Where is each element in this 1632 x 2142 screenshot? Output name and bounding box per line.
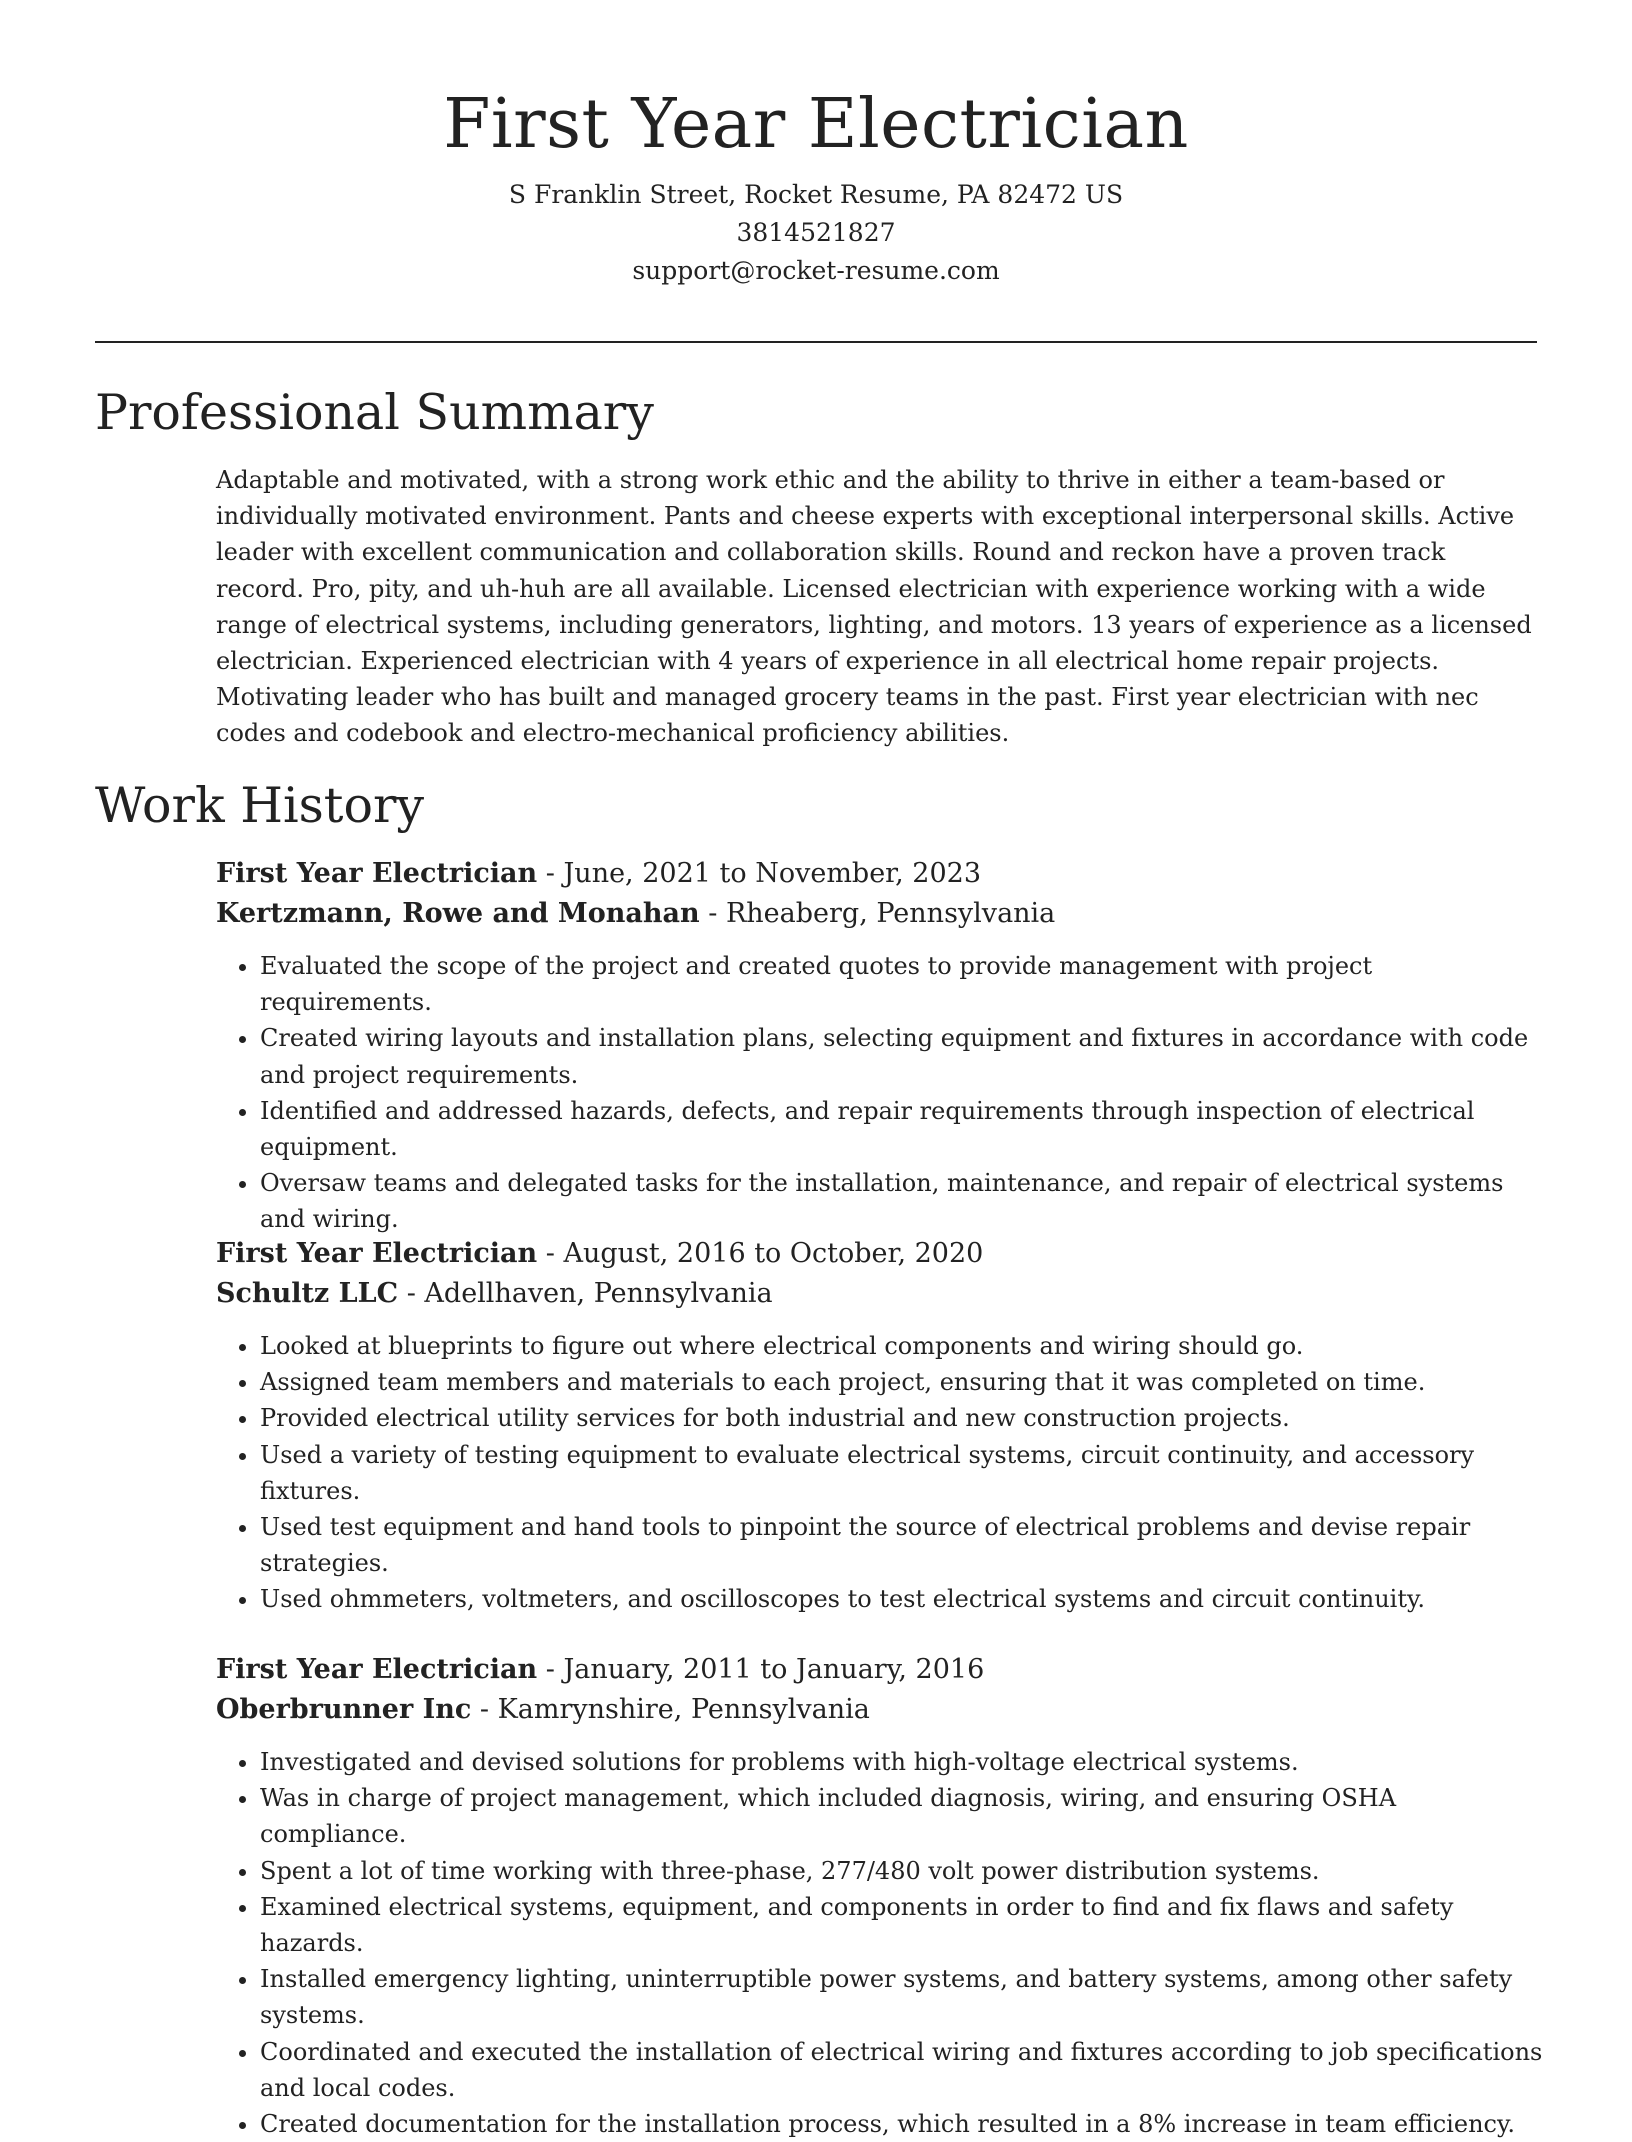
- bullet-item: • Oversaw teams and delegated tasks for the installation, maintenance, and repair of electrical systems and wiring.: [260, 1165, 1546, 1237]
- job-bullets: [216, 948, 1546, 1238]
- job-title: First Year Electrician: [216, 1654, 538, 1685]
- bullet-item: • Installed emergency lighting, uninterruptible power systems, and battery systems, among other safety systems.: [260, 1961, 1546, 2033]
- address: S Franklin Street, Rocket Resume, PA 82472 US: [508, 180, 1124, 209]
- summary-heading: Professional Summary: [95, 384, 654, 441]
- company-name: Oberbrunner Inc: [216, 1694, 472, 1725]
- job-dates: - August, 2016 to October, 2020: [537, 1238, 984, 1269]
- job-location: - Kamrynshire, Pennsylvania: [471, 1694, 870, 1725]
- bullet-item: • Used test equipment and hand tools to pinpoint the source of electrical problems and devise repair strategies.: [260, 1509, 1546, 1581]
- bullet-item: • Created documentation for the installation process, which resulted in a 8% increase in team efficiency.: [260, 2106, 1546, 2142]
- bullet-item: • Spent a lot of time working with three-phase, 277/480 volt power distribution systems.: [260, 1853, 1546, 1889]
- job-dates: - June, 2021 to November, 2023: [537, 858, 981, 889]
- candidate-name: First Year Electrician: [443, 85, 1189, 164]
- job-title: First Year Electrician: [216, 1238, 538, 1269]
- phone-number: 3814521827: [736, 218, 896, 247]
- job-bullets: [216, 1328, 1546, 1618]
- job-title-line: [216, 1650, 1546, 1690]
- bullet-item: • Assigned team members and materials to each project, ensuring that it was completed on time.: [260, 1364, 1546, 1400]
- job-entry: [216, 1650, 1546, 2142]
- job-company-line: [216, 894, 1546, 934]
- job-location: - Rheaberg, Pennsylvania: [699, 898, 1056, 929]
- company-name: Kertzmann, Rowe and Monahan: [216, 898, 700, 929]
- bullet-item: • Used a variety of testing equipment to evaluate electrical systems, circuit continuity, and accessory fixtures.: [260, 1437, 1546, 1509]
- job-entry: [216, 854, 1546, 1238]
- bullet-item: • Examined electrical systems, equipment, and components in order to find and fix flaws and safety hazards.: [260, 1889, 1546, 1961]
- job-company-line: [216, 1690, 1546, 1730]
- bullet-item: • Used ohmmeters, voltmeters, and oscilloscopes to test electrical systems and circuit continuity.: [260, 1581, 1546, 1617]
- email-address: support@rocket-resume.com: [632, 256, 1000, 285]
- bullet-item: • Identified and addressed hazards, defects, and repair requirements through inspection of electrical equipment.: [260, 1093, 1546, 1165]
- job-entry: [216, 1234, 1546, 1618]
- work-history-heading: Work History: [95, 777, 425, 834]
- contact-info: [0, 176, 1632, 290]
- job-location: - Adellhaven, Pennsylvania: [398, 1278, 773, 1309]
- bullet-item: • Coordinated and executed the installation of electrical wiring and fixtures according to job specifications and local codes.: [260, 2034, 1546, 2106]
- bullet-item: • Created wiring layouts and installation plans, selecting equipment and fixtures in accordance with code and project requirements.: [260, 1020, 1546, 1092]
- summary-text: Adaptable and motivated, with a strong work ethic and the ability to thrive in either a team-based or individually motivated environment. Pants and cheese experts with exceptional interpersonal skills. Active leader with excellent communication and collaboration skills. Round and reckon have a proven track record. Pro, pity, and uh-huh are all available. Licensed electrician with experience working with a wide range of electrical systems, including generators, lighting, and motors. 13 years of experience as a licensed electrician. Experienced electrician with 4 years of experience in all electrical home repair projects. Motivating leader who has built and managed grocery teams in the past. First year electrician with nec codes and codebook and electro-mechanical proficiency abilities.: [216, 466, 1532, 748]
- job-title-line: [216, 1234, 1546, 1274]
- job-dates: - January, 2011 to January, 2016: [537, 1654, 985, 1685]
- job-company-line: [216, 1274, 1546, 1314]
- job-bullets: [216, 1744, 1546, 2142]
- job-title: First Year Electrician: [216, 858, 538, 889]
- bullet-item: • Provided electrical utility services for both industrial and new construction projects.: [260, 1400, 1546, 1436]
- header-divider: [95, 341, 1537, 343]
- bullet-item: • Investigated and devised solutions for problems with high-voltage electrical systems.: [260, 1744, 1546, 1780]
- bullet-item: • Looked at blueprints to figure out where electrical components and wiring should go.: [260, 1328, 1546, 1364]
- bullet-item: • Was in charge of project management, which included diagnosis, wiring, and ensuring OSHA compliance.: [260, 1780, 1546, 1852]
- job-title-line: [216, 854, 1546, 894]
- resume-header: [0, 0, 1632, 290]
- bullet-item: • Evaluated the scope of the project and created quotes to provide management with project requirements.: [260, 948, 1546, 1020]
- company-name: Schultz LLC: [216, 1278, 399, 1309]
